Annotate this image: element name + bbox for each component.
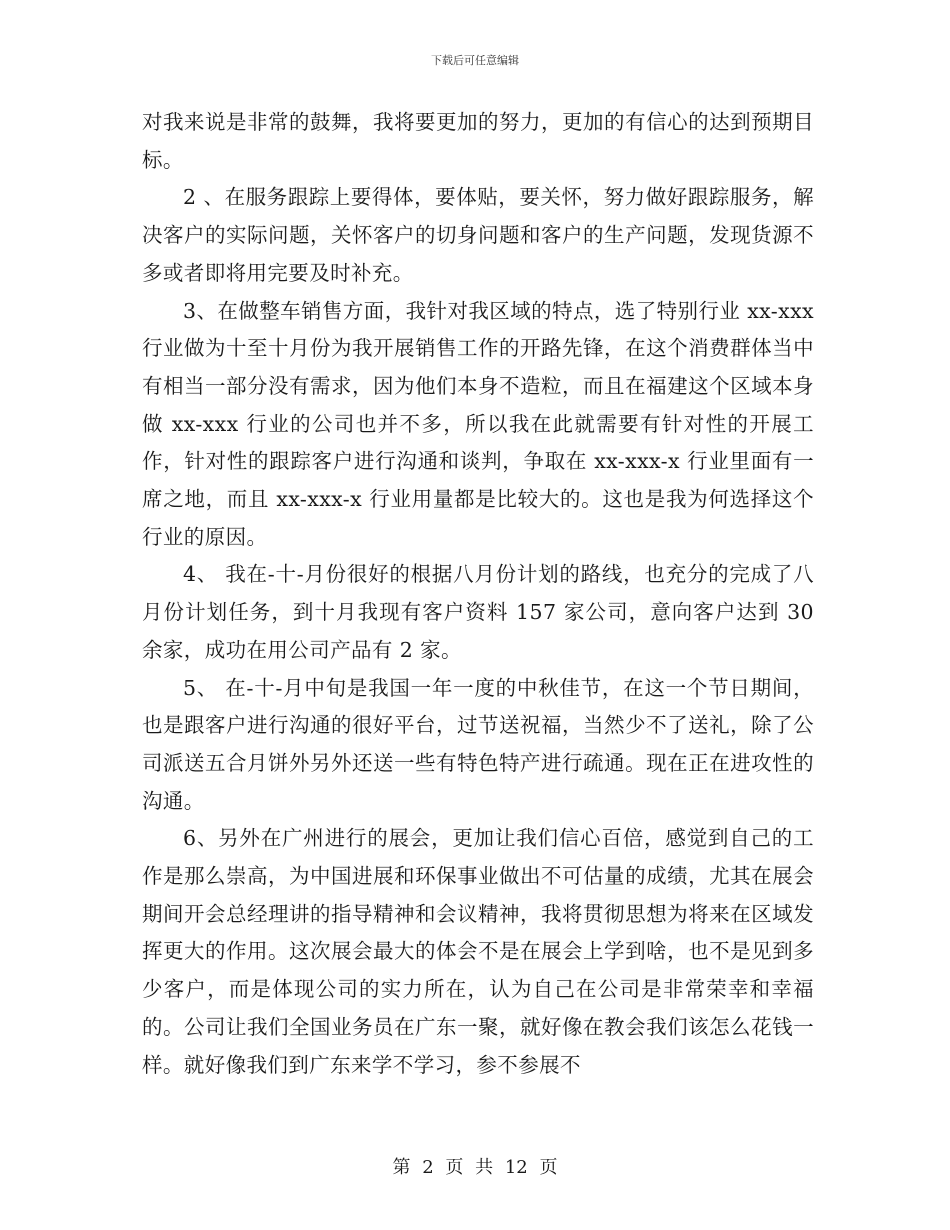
paragraph-6: 6、另外在广州进行的展会，更加让我们信心百倍，感觉到自己的工作是那么崇高，为中国进展和环保事业做出不可估量的成绩，尤其在展会期间开会总经理讲的指导精神和会议精神，我将贯彻思想为将来在区域发挥更大的作用。这次展会最大的体会不是在展会上学到啥，也不是见到多少客户，而是体现公司的实力所在，认为自己在公司是非常荣幸和幸福的。公司让我们全国业务员在广东一聚，就好像在教会我们该怎么花钱一样。就好像我们到广东来学不学习，参不参展不 xyxy=(142,826,814,1077)
paragraph-continuation: 对我来说是非常的鼓舞，我将要更加的努力，更加的有信心的达到预期目标。 xyxy=(142,110,814,172)
paragraph-2: 2 、在服务跟踪上要得体，要体贴，要关怀，努力做好跟踪服务，解决客户的实际问题，关怀客户的切身问题和客户的生产问题，发现货源不多或者即将用完要及时补充。 xyxy=(142,185,814,285)
document-body xyxy=(142,104,814,1084)
paragraph-3: 3、在做整车销售方面，我针对我区域的特点，选了特别行业 xx-xxx 行业做为十至十月份为我开展销售工作的开路先锋，在这个消费群体当中有相当一部分没有需求，因为他们本身不造粒，而且在福建这个区域本身做 xx-xxx 行业的公司也并不多，所以我在此就需要有针对性的开展工作，针对性的跟踪客户进行沟通和谈判，争取在 xx-xxx-x 行业里面有一席之地，而且 xx-xxx-x 行业用量都是比较大的。这也是我为何选择这个行业的原因。 xyxy=(142,298,814,549)
paragraph-4: 4、 我在-十-月份很好的根据八月份计划的路线，也充分的完成了八月份计划任务，到十月我现有客户资料 157 家公司，意向客户达到 30 余家，成功在用公司产品有 2 家。 xyxy=(142,562,814,662)
page-footer: 第 2 页 共 12 页 xyxy=(392,1157,558,1178)
paragraph-5: 5、 在-十-月中旬是我国一年一度的中秋佳节，在这一个节日期间， 也是跟客户进行沟通的很好平台，过节送祝福，当然少不了送礼，除了公司派送五合月饼外另外还送一些有特色特产进行疏通。现在正在进攻性的沟通。 xyxy=(142,675,814,813)
page-header: 下载后可任意编辑 xyxy=(431,54,519,67)
